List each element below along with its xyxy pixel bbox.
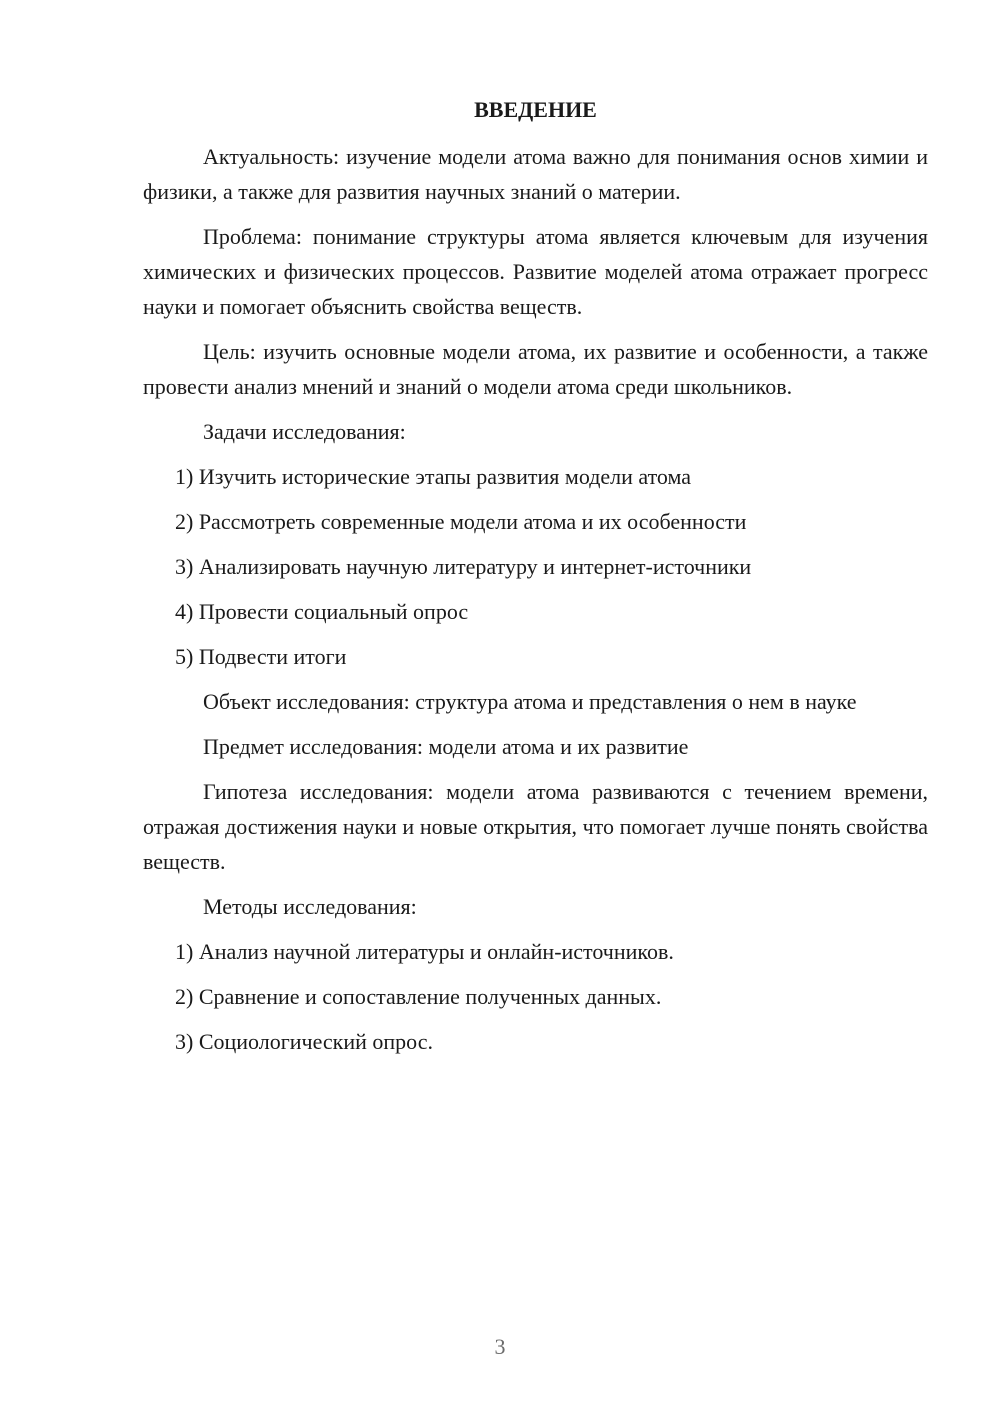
method-item: 2) Сравнение и сопоставление полученных данных.	[175, 984, 662, 1009]
tasks-heading: Задачи исследования:	[203, 419, 406, 444]
goal-paragraph: Цель: изучить основные модели атома, их развитие и особенности, а также провести анализ мнений и знаний о модели атома среди школьников.	[143, 339, 928, 399]
method-item: 1) Анализ научной литературы и онлайн-источников.	[175, 939, 674, 964]
problem-paragraph: Проблема: понимание структуры атома является ключевым для изучения химических и физических процессов. Развитие моделей атома отражает прогресс науки и помогает объяснить свойства веществ.	[143, 224, 928, 319]
methods-list	[143, 934, 928, 1059]
method-item: 3) Социологический опрос.	[175, 1029, 433, 1054]
task-item: 5) Подвести итоги	[175, 644, 347, 669]
methods-heading: Методы исследования:	[203, 894, 417, 919]
document-page	[143, 92, 928, 1069]
relevance-paragraph: Актуальность: изучение модели атома важно для понимания основ химии и физики, а также для развития научных знаний о материи.	[143, 144, 928, 204]
tasks-list	[143, 459, 928, 674]
task-item: 3) Анализировать научную литературу и интернет-источники	[175, 554, 752, 579]
section-title: ВВЕДЕНИЕ	[474, 97, 597, 122]
object-paragraph: Объект исследования: структура атома и представления о нем в науке	[203, 689, 857, 714]
hypothesis-paragraph: Гипотеза исследования: модели атома развиваются с течением времени, отражая достижения науки и новые открытия, что помогает лучше понять свойства веществ.	[143, 779, 928, 874]
task-item: 2) Рассмотреть современные модели атома и их особенности	[175, 509, 747, 534]
page-number: 3	[494, 1334, 506, 1359]
subject-paragraph: Предмет исследования: модели атома и их развитие	[203, 734, 689, 759]
task-item: 1) Изучить исторические этапы развития модели атома	[175, 464, 692, 489]
task-item: 4) Провести социальный опрос	[175, 599, 469, 624]
